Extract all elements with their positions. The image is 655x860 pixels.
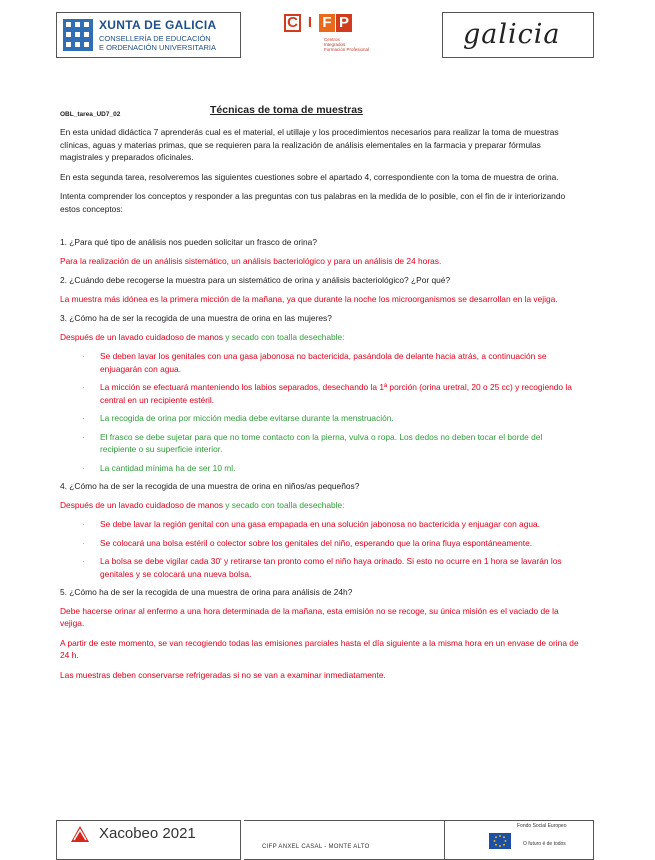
answer-1: Para la realización de un análisis sistemático, un análisis bacteriológico y para un análisis de 24 horas. <box>60 255 442 266</box>
page-footer <box>56 820 594 860</box>
cifp-logo: C I F P Centros Integrados Formación Profesional <box>280 12 370 58</box>
question-4: 4. ¿Cómo ha de ser la recogida de una muestra de orina en niños/as pequeños? <box>60 481 360 491</box>
document-id: OBL_tarea_UD7_02 <box>60 111 121 118</box>
answer-3-list <box>60 350 580 474</box>
intro-paragraph: En esta unidad didáctica 7 aprenderás cual es el material, el utillaje y los procedimientos necesarios para realizar la toma de muestras clínicas, aguas y materias primas, que se requieren para la realización de análisis elementales en la farmacia y preparar fórmulas magistrales y preparados oficinales. <box>60 127 559 162</box>
answer-4-intro: Después de un lavado cuidadoso de manos y secado con toalla desechable: <box>60 499 345 510</box>
eu-funding-logo: Fondo Social Europeo O futuro é de todos <box>444 820 594 860</box>
xunta-title: XUNTA DE GALICIA <box>99 18 217 32</box>
xunta-subtitle: CONSELLERÍA DE EDUCACIÓN E ORDENACIÓN UNIVERSITARIA <box>99 34 216 52</box>
list-item: · La cantidad mínima ha de ser 10 ml. <box>60 462 580 475</box>
xacobeo-logo <box>56 820 241 860</box>
question-5: 5. ¿Cómo ha de ser la recogida de una muestra de orina para análisis de 24h? <box>60 587 353 597</box>
galicia-flag-icon <box>63 19 93 51</box>
intro-paragraph: En esta segunda tarea, resolveremos las siguientes cuestiones sobre el apartado 4, correspondiente con la toma de muestra de orina. <box>60 171 559 182</box>
answer-4-list <box>60 518 580 580</box>
list-item: · Se debe lavar la región genital con una gasa empapada en una solución jabonosa no bactericida y enjuagar con agua. <box>60 518 580 531</box>
list-item: · Se colocará una bolsa estéril o colector sobre los genitales del niño, esperando que la orina fluya espontáneamente. <box>60 537 580 550</box>
xunta-logo <box>56 12 241 58</box>
intro-paragraph: Intenta comprender los conceptos y responder a las preguntas con tus palabras en la medida de lo posible, con el fin de ir interiorizando estos conceptos: <box>60 191 566 214</box>
page-title: Técnicas de toma de muestras <box>210 104 363 116</box>
list-item: · La recogida de orina por micción media debe evitarse durante la menstruación. <box>60 412 580 425</box>
page-header <box>56 12 594 60</box>
xacobeo-text: Xacobeo 2021 <box>99 825 196 842</box>
galicia-logo: galicia <box>442 12 594 58</box>
answer-2: La muestra más idónea es la primera micción de la mañana, ya que durante la noche los microorganismos se desarrollan en la vejiga. <box>60 293 558 304</box>
question-1: 1. ¿Para qué tipo de análisis nos pueden solicitar un frasco de orina? <box>60 237 317 247</box>
answer-3-intro: Después de un lavado cuidadoso de manos y secado con toalla desechable: <box>60 331 345 342</box>
list-item: · La bolsa se debe vigilar cada 30' y retirarse tan pronto como el niño haya orinado. Si esto no ocurre en 1 hora se lavarán los genitales y se colocará una nueva bolsa. <box>60 555 580 580</box>
answer-5: Debe hacerse orinar al enfermo a una hora determinada de la mañana, esta emisión no se recoge, su única misión es el vaciado de la vejiga. <box>60 605 559 628</box>
document-body <box>60 126 580 688</box>
question-3: 3. ¿Cómo ha de ser la recogida de una muestra de orina en las mujeres? <box>60 313 332 323</box>
cifp-subtitle: Centros Integrados Formación Profesional <box>324 37 370 52</box>
school-address: CIFP ANXEL CASAL - MONTE ALTO <box>244 820 444 860</box>
list-item: · Se deben lavar los genitales con una gasa jabonosa no bactericida, pasándola de delante hacia atrás, a continuación se enjuagarán con agua. <box>60 350 580 375</box>
list-item: · El frasco se debe sujetar para que no tome contacto con la pierna, vulva o ropa. Los dedos no deben tocar el borde del recipiente o su superficie interior. <box>60 431 580 456</box>
list-item: · La micción se efectuará manteniendo los labios separados, desechando la 1ª porción (orina uretral, 20 o 25 cc) y recogiendo la central en un recipiente estéril. <box>60 381 580 406</box>
question-2: 2. ¿Cuándo debe recogerse la muestra para un sistemático de orina y análisis bacteriológico? ¿Por qué? <box>60 275 451 285</box>
eu-flag-icon <box>489 833 511 849</box>
answer-5: A partir de este momento, se van recogiendo todas las emisiones parciales hasta el día siguiente a la misma hora en un envase de orina de 24 h. <box>60 637 579 660</box>
answer-5: Las muestras deben conservarse refrigeradas si no se van a examinar inmediatamente. <box>60 669 386 680</box>
xacobeo-shell-icon <box>69 824 91 844</box>
